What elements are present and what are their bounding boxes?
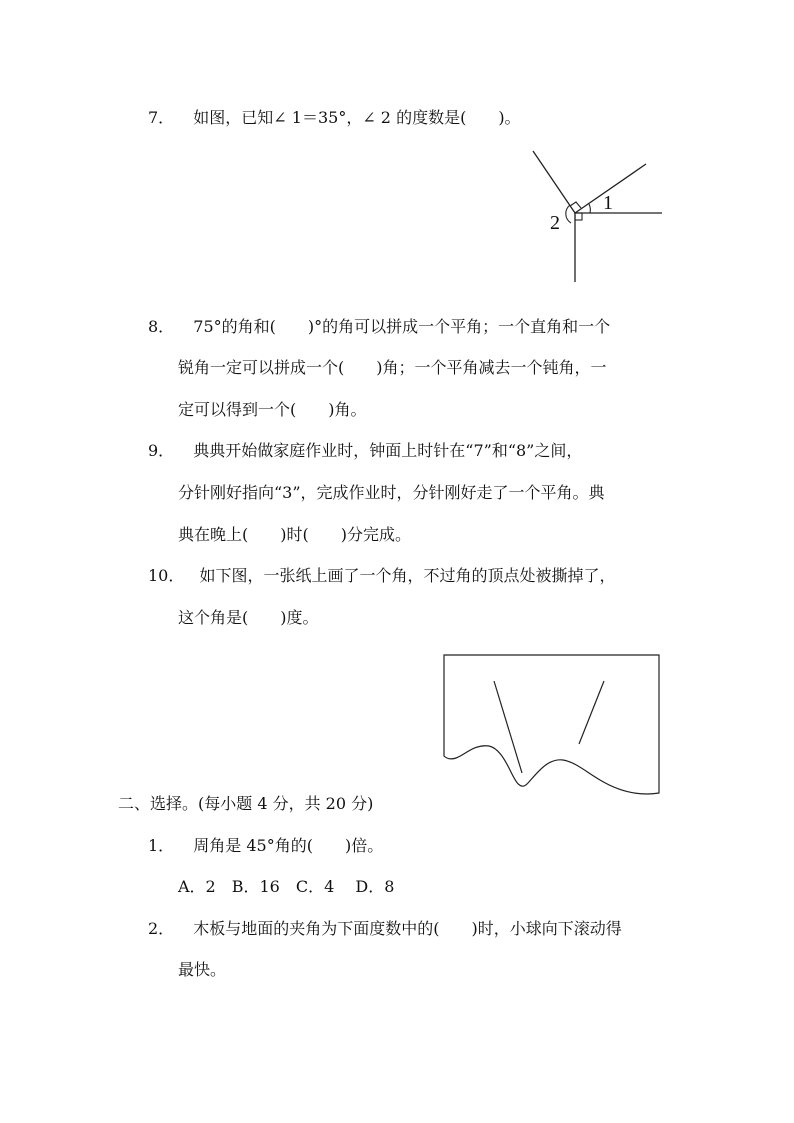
q8-number: 8． [148,317,175,336]
c2-number: 2． [148,919,175,938]
q9-line-2: 分针刚好指向“3”，完成作业时，分针刚好走了一个平角。典 [178,483,605,502]
c2-line-1 [148,919,622,939]
q8-text-1: 75°的角和( )°的角可以拼成一个平角；一个直角和一个 [193,317,611,336]
q7-number: 7． [148,108,175,127]
c1-number: 1． [148,836,175,855]
c2-text-1: 木板与地面的夹角为下面度数中的( )时，小球向下滚动得 [193,919,622,938]
c1-options: A．2 B．16 C．4 D．8 [178,877,395,896]
q9-text-1: 典典开始做家庭作业时，钟面上时针在“7”和“8”之间， [193,441,583,460]
q8-line-2: 锐角一定可以拼成一个( )角；一个平角减去一个钝角，一 [178,358,607,377]
q10-number: 10． [148,566,185,585]
q8-line-3: 定可以得到一个( )角。 [178,400,367,419]
q9-number: 9． [148,441,175,460]
q10-line-2: 这个角是( )度。 [178,608,319,627]
q9-line-3: 典在晚上( )时( )分完成。 [178,525,411,544]
q10-paper-outline [444,655,659,794]
c2-line-2: 最快。 [178,960,227,979]
section2-title: 二、选择。(每小题 4 分，共 20 分) [118,794,374,813]
q7-text: 如图，已知∠ 1＝35°，∠ 2 的度数是( )。 [193,108,521,127]
q7-angle1-label: 1 [603,192,613,214]
q7-angle2-label: 2 [550,212,560,234]
q10-text-1: 如下图，一张纸上画了一个角，不过角的顶点处被撕掉了， [199,566,616,585]
c1-text: 周角是 45°角的( )倍。 [193,836,384,855]
c1-line [148,836,383,856]
